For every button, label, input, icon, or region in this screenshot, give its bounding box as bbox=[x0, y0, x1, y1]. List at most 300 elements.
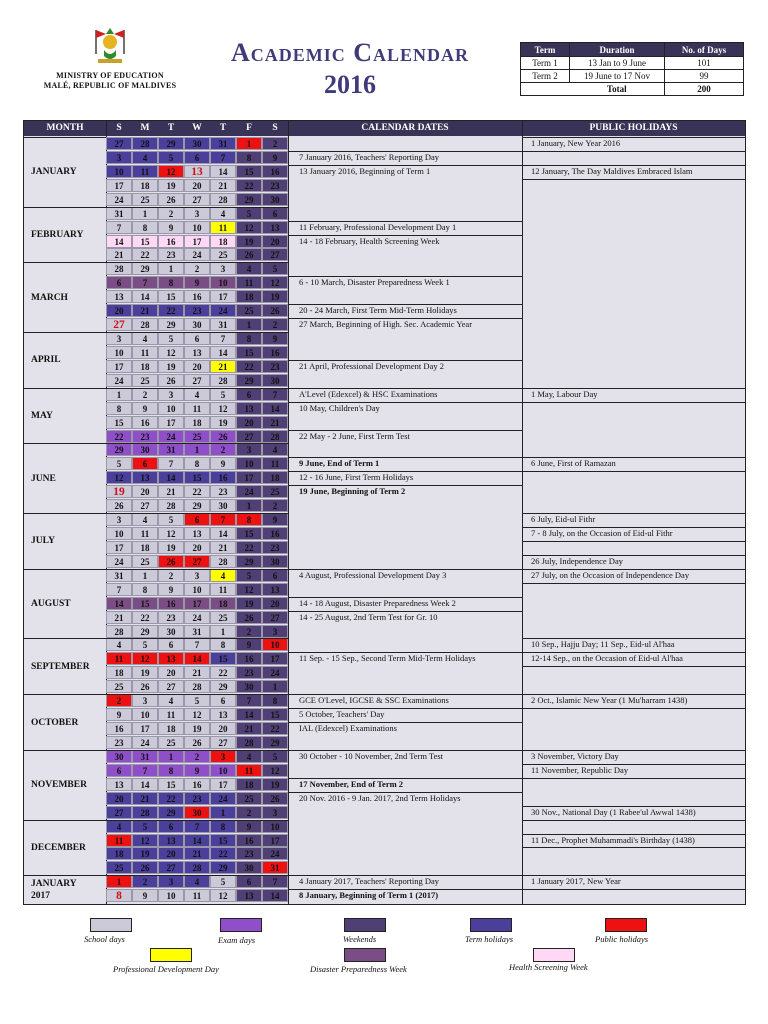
calendar-day-cell: 1 bbox=[106, 875, 132, 888]
legend-health-swatch bbox=[533, 948, 575, 962]
calendar-day-cell: 21 bbox=[210, 360, 236, 373]
calendar-day-cell: 22 bbox=[236, 179, 262, 192]
calendar-day-cell: 7 bbox=[236, 694, 262, 707]
calendar-day-cell: 14 bbox=[132, 778, 158, 791]
title-line-2: 2016 bbox=[324, 70, 376, 99]
calendar-day-cell: 31 bbox=[210, 137, 236, 150]
public-holiday-note bbox=[522, 722, 745, 735]
calendar-day-cell: 17 bbox=[106, 360, 132, 373]
calendar-day-cell: 8 bbox=[158, 764, 184, 777]
calendar-day-cell: 8 bbox=[106, 889, 132, 902]
month-divider bbox=[106, 332, 288, 333]
calendar-day-cell: 20 bbox=[262, 597, 288, 610]
calendar-day-cell: 9 bbox=[236, 820, 262, 833]
month-divider bbox=[106, 513, 288, 514]
public-holiday-note: 6 June, First of Ramazan bbox=[531, 458, 616, 469]
calendar-date-note bbox=[294, 847, 522, 860]
public-holiday-note bbox=[522, 276, 745, 289]
calendar-day-cell: 11 bbox=[158, 708, 184, 721]
calendar-day-cell: 10 bbox=[106, 527, 132, 540]
calendar-day-cell: 20 bbox=[210, 722, 236, 735]
month-label: JANUARY bbox=[24, 137, 106, 207]
calendar-day-cell: 28 bbox=[132, 137, 158, 150]
calendar-day-cell: 13 bbox=[262, 221, 288, 234]
calendar-day-cell: 21 bbox=[132, 792, 158, 805]
calendar-day-cell: 3 bbox=[262, 625, 288, 638]
calendar-day-cell: 1 bbox=[158, 750, 184, 763]
calendar-date-note: 9 June, End of Term 1 bbox=[299, 458, 380, 469]
calendar-day-cell: 16 bbox=[236, 652, 262, 665]
calendar-day-cell: 2 bbox=[132, 875, 158, 888]
calendar-day-cell: 20 bbox=[236, 416, 262, 429]
calendar-date-note bbox=[294, 764, 522, 777]
header-calendar-dates: CALENDAR DATES bbox=[288, 121, 522, 136]
calendar-day-cell: 15 bbox=[236, 346, 262, 359]
calendar-day-cell: 28 bbox=[210, 193, 236, 206]
calendar-date-note bbox=[294, 820, 522, 833]
public-holiday-note: 1 January 2017, New Year bbox=[531, 876, 621, 887]
public-holiday-note bbox=[522, 151, 745, 164]
calendar-day-cell: 14 bbox=[262, 402, 288, 415]
calendar-date-note bbox=[294, 583, 522, 596]
calendar-day-cell: 15 bbox=[184, 471, 210, 484]
calendar-day-cell: 22 bbox=[132, 248, 158, 261]
calendar-day-cell: 28 bbox=[236, 736, 262, 749]
calendar-date-note bbox=[294, 513, 522, 526]
calendar-day-cell: 11 bbox=[184, 402, 210, 415]
calendar-day-cell: 29 bbox=[132, 262, 158, 275]
row-divider bbox=[288, 722, 522, 723]
calendar-day-cell: 3 bbox=[132, 694, 158, 707]
calendar-day-cell: 18 bbox=[106, 847, 132, 860]
calendar-day-cell: 16 bbox=[262, 346, 288, 359]
terms-cell: 101 bbox=[665, 57, 744, 70]
calendar-day-cell: 10 bbox=[262, 820, 288, 833]
row-divider bbox=[522, 513, 745, 514]
calendar-day-cell: 19 bbox=[132, 666, 158, 679]
calendar-day-cell: 24 bbox=[210, 792, 236, 805]
calendar-day-cell: 25 bbox=[236, 304, 262, 317]
row-divider bbox=[522, 694, 745, 695]
calendar-day-cell: 4 bbox=[132, 513, 158, 526]
row-divider bbox=[288, 304, 522, 305]
calendar-day-cell: 19 bbox=[158, 179, 184, 192]
calendar-date-note bbox=[294, 625, 522, 638]
calendar-day-cell: 29 bbox=[236, 374, 262, 387]
row-divider bbox=[522, 457, 745, 458]
row-divider bbox=[288, 611, 522, 612]
ministry-line-1: MINISTRY OF EDUCATION bbox=[56, 71, 164, 80]
calendar-date-note: 21 April, Professional Development Day 2 bbox=[299, 360, 444, 371]
calendar-day-cell: 27 bbox=[106, 806, 132, 819]
calendar-day-cell: 14 bbox=[236, 708, 262, 721]
terms-cell: 13 Jan to 9 June bbox=[570, 57, 665, 70]
calendar-day-cell: 16 bbox=[106, 722, 132, 735]
calendar-day-cell: 23 bbox=[210, 485, 236, 498]
calendar-date-note: 14 - 18 February, Health Screening Week bbox=[299, 235, 440, 246]
calendar-day-cell: 29 bbox=[158, 318, 184, 331]
calendar-date-note: 17 November, End of Term 2 bbox=[299, 778, 404, 789]
calendar-day-cell: 13 bbox=[184, 527, 210, 540]
calendar-day-cell: 15 bbox=[236, 527, 262, 540]
public-holiday-note bbox=[522, 736, 745, 749]
calendar-day-cell: 17 bbox=[262, 834, 288, 847]
calendar-day-cell: 21 bbox=[210, 541, 236, 554]
public-holiday-note bbox=[522, 778, 745, 791]
calendar-day-cell: 26 bbox=[158, 193, 184, 206]
calendar-day-cell: 23 bbox=[106, 736, 132, 749]
legend-public-swatch bbox=[605, 918, 647, 932]
calendar-day-cell: 4 bbox=[106, 638, 132, 651]
calendar-day-cell: 17 bbox=[132, 722, 158, 735]
calendar-date-note: 8 January, Beginning of Term 1 (2017) bbox=[299, 890, 439, 901]
calendar-day-cell: 28 bbox=[132, 806, 158, 819]
calendar-day-cell: 30 bbox=[184, 806, 210, 819]
calendar-day-cell: 12 bbox=[158, 346, 184, 359]
calendar-day-cell: 29 bbox=[158, 806, 184, 819]
calendar-day-cell: 10 bbox=[210, 276, 236, 289]
calendar-date-note: 12 - 16 June, First Term Holidays bbox=[299, 472, 414, 483]
calendar-day-cell: 27 bbox=[158, 861, 184, 874]
calendar-day-cell: 25 bbox=[132, 555, 158, 568]
calendar-day-cell: 7 bbox=[132, 764, 158, 777]
calendar-day-cell: 3 bbox=[262, 806, 288, 819]
calendar-day-cell: 7 bbox=[184, 638, 210, 651]
legend-term-label: Term holidays bbox=[465, 934, 514, 944]
public-holiday-note bbox=[522, 235, 745, 248]
calendar-date-note: 14 - 25 August, 2nd Term Test for Gr. 10 bbox=[299, 611, 438, 622]
calendar-day-cell: 15 bbox=[106, 416, 132, 429]
month-divider bbox=[106, 388, 288, 389]
calendar-day-cell: 20 bbox=[184, 179, 210, 192]
calendar-day-cell: 3 bbox=[158, 875, 184, 888]
calendar-day-cell: 3 bbox=[106, 513, 132, 526]
row-divider bbox=[288, 485, 522, 486]
calendar-day-cell: 15 bbox=[158, 778, 184, 791]
calendar-day-cell: 28 bbox=[132, 318, 158, 331]
calendar-day-cell: 16 bbox=[262, 165, 288, 178]
calendar-day-cell: 4 bbox=[184, 875, 210, 888]
calendar-day-cell: 5 bbox=[132, 820, 158, 833]
calendar-day-cell: 12 bbox=[236, 221, 262, 234]
calendar-day-cell: 18 bbox=[184, 416, 210, 429]
calendar-day-cell: 4 bbox=[132, 151, 158, 164]
calendar-day-cell: 10 bbox=[210, 764, 236, 777]
terms-total-label: Total bbox=[570, 83, 665, 96]
calendar-day-cell: 26 bbox=[236, 248, 262, 261]
calendar-day-cell: 26 bbox=[158, 555, 184, 568]
calendar-day-cell: 21 bbox=[236, 722, 262, 735]
month-label: NOVEMBER bbox=[24, 750, 106, 820]
calendar-day-cell: 8 bbox=[106, 402, 132, 415]
public-holiday-note: 12-14 Sep., on the Occasion of Eid-ul Al'haa bbox=[531, 653, 683, 664]
calendar-date-note: 4 January 2017, Teachers' Reporting Day bbox=[299, 876, 440, 887]
public-holiday-note bbox=[522, 207, 745, 220]
row-divider bbox=[288, 694, 522, 695]
calendar-day-cell: 18 bbox=[262, 471, 288, 484]
calendar-day-cell: 19 bbox=[262, 778, 288, 791]
terms-row bbox=[521, 70, 744, 83]
public-holiday-note bbox=[522, 680, 745, 693]
terms-cell: Term 1 bbox=[521, 57, 570, 70]
header-day-mon: M bbox=[132, 121, 158, 136]
calendar-day-cell: 18 bbox=[236, 290, 262, 303]
calendar-day-cell: 16 bbox=[236, 834, 262, 847]
month-divider bbox=[106, 694, 288, 695]
calendar-day-cell: 7 bbox=[262, 388, 288, 401]
calendar-day-cell: 11 bbox=[236, 276, 262, 289]
calendar-day-cell: 22 bbox=[184, 485, 210, 498]
terms-cell: 19 June to 17 Nov bbox=[570, 70, 665, 83]
calendar-day-cell: 23 bbox=[132, 430, 158, 443]
divider bbox=[288, 121, 289, 904]
row-divider bbox=[522, 834, 745, 835]
calendar-day-cell: 4 bbox=[132, 332, 158, 345]
legend-disaster-label: Disaster Preparedness Week bbox=[310, 964, 407, 974]
row-divider bbox=[288, 471, 522, 472]
calendar-day-cell: 25 bbox=[132, 374, 158, 387]
calendar-day-cell: 7 bbox=[132, 276, 158, 289]
calendar-day-cell: 10 bbox=[158, 889, 184, 902]
row-divider bbox=[522, 555, 745, 556]
month-label: APRIL bbox=[24, 332, 106, 388]
calendar-day-cell: 18 bbox=[132, 541, 158, 554]
public-holiday-note: 27 July, on the Occasion of Independence Day bbox=[531, 569, 690, 580]
calendar-day-cell: 1 bbox=[236, 318, 262, 331]
calendar-day-cell: 11 bbox=[236, 764, 262, 777]
calendar-date-note bbox=[294, 262, 522, 275]
calendar-day-cell: 30 bbox=[262, 374, 288, 387]
calendar-day-cell: 21 bbox=[106, 248, 132, 261]
calendar-day-cell: 31 bbox=[262, 861, 288, 874]
calendar-date-note: 7 January 2016, Teachers' Reporting Day bbox=[299, 151, 440, 162]
calendar-date-note: 20 Nov. 2016 - 9 Jan. 2017, 2nd Term Holidays bbox=[299, 792, 461, 803]
calendar-day-cell: 17 bbox=[210, 778, 236, 791]
calendar-day-cell: 13 bbox=[184, 346, 210, 359]
calendar-date-note bbox=[294, 541, 522, 554]
calendar-day-cell: 29 bbox=[262, 736, 288, 749]
calendar-day-cell: 7 bbox=[262, 875, 288, 888]
month-label: MARCH bbox=[24, 262, 106, 332]
calendar-day-cell: 6 bbox=[158, 820, 184, 833]
calendar-day-cell: 19 bbox=[236, 235, 262, 248]
month-label: FEBRUARY bbox=[24, 207, 106, 263]
public-holiday-note bbox=[522, 179, 745, 192]
row-divider bbox=[288, 652, 522, 653]
calendar-day-cell: 29 bbox=[236, 193, 262, 206]
calendar-day-cell: 8 bbox=[132, 583, 158, 596]
calendar-day-cell: 18 bbox=[132, 179, 158, 192]
calendar-day-cell: 22 bbox=[236, 541, 262, 554]
calendar-day-cell: 26 bbox=[184, 736, 210, 749]
calendar-day-cell: 30 bbox=[262, 193, 288, 206]
public-holiday-note bbox=[522, 221, 745, 234]
row-divider bbox=[288, 430, 522, 431]
legend-exam-label: Exam days bbox=[218, 935, 256, 945]
public-holiday-note bbox=[522, 346, 745, 359]
row-divider bbox=[288, 151, 522, 152]
calendar-day-cell: 28 bbox=[158, 499, 184, 512]
calendar-day-cell: 29 bbox=[184, 499, 210, 512]
calendar-day-cell: 4 bbox=[236, 750, 262, 763]
calendar-day-cell: 4 bbox=[210, 569, 236, 582]
calendar-day-cell: 16 bbox=[184, 778, 210, 791]
terms-header-term: Term bbox=[521, 43, 570, 57]
calendar-day-cell: 5 bbox=[158, 332, 184, 345]
calendar-day-cell: 10 bbox=[184, 221, 210, 234]
calendar-day-cell: 28 bbox=[106, 262, 132, 275]
ministry-line-2: MALÉ, REPUBLIC OF MALDIVES bbox=[43, 81, 177, 90]
calendar-day-cell: 23 bbox=[262, 360, 288, 373]
header-day-tue: T bbox=[158, 121, 184, 136]
row-divider bbox=[288, 388, 522, 389]
month-label: JANUARY 2017 bbox=[24, 875, 106, 903]
public-holiday-note: 1 January, New Year 2016 bbox=[531, 138, 621, 148]
calendar-day-cell: 18 bbox=[106, 666, 132, 679]
calendar-day-cell: 3 bbox=[210, 750, 236, 763]
calendar-day-cell: 5 bbox=[262, 262, 288, 275]
calendar-day-cell: 6 bbox=[262, 207, 288, 220]
calendar-day-cell: 27 bbox=[236, 430, 262, 443]
calendar-day-cell: 15 bbox=[132, 597, 158, 610]
public-holiday-note bbox=[522, 374, 745, 387]
calendar-day-cell: 3 bbox=[210, 262, 236, 275]
row-divider bbox=[522, 652, 745, 653]
calendar-day-cell: 26 bbox=[262, 792, 288, 805]
terms-table bbox=[520, 42, 744, 96]
calendar-day-cell: 20 bbox=[106, 304, 132, 317]
calendar-day-cell: 7 bbox=[184, 820, 210, 833]
calendar-day-cell: 2 bbox=[184, 262, 210, 275]
calendar-day-cell: 1 bbox=[106, 388, 132, 401]
calendar-day-cell: 12 bbox=[158, 165, 184, 178]
calendar-day-cell: 31 bbox=[106, 207, 132, 220]
calendar-date-note bbox=[294, 248, 522, 261]
calendar-date-note bbox=[294, 346, 522, 359]
calendar-day-cell: 31 bbox=[184, 625, 210, 638]
row-divider bbox=[522, 764, 745, 765]
legend-exam-swatch bbox=[220, 918, 262, 932]
month-divider bbox=[106, 750, 288, 751]
public-holiday-note: 7 - 8 July, on the Occasion of Eid-ul Fithr bbox=[531, 528, 673, 539]
calendar-day-cell: 5 bbox=[236, 207, 262, 220]
calendar-day-cell: 6 bbox=[184, 151, 210, 164]
calendar-day-cell: 4 bbox=[158, 694, 184, 707]
calendar-day-cell: 1 bbox=[158, 262, 184, 275]
calendar-day-cell: 5 bbox=[106, 457, 132, 470]
calendar-day-cell: 12 bbox=[210, 889, 236, 902]
legend-health-label: Health Screening Week bbox=[509, 962, 588, 972]
calendar-day-cell: 18 bbox=[132, 360, 158, 373]
calendar-day-cell: 28 bbox=[262, 430, 288, 443]
calendar-day-cell: 14 bbox=[210, 346, 236, 359]
month-divider bbox=[106, 820, 288, 821]
month-divider bbox=[106, 262, 288, 263]
calendar-day-cell: 24 bbox=[262, 666, 288, 679]
calendar-day-cell: 27 bbox=[184, 555, 210, 568]
calendar-date-note: 27 March, Beginning of High. Sec. Academic Year bbox=[299, 319, 473, 330]
public-holiday-note: 2 Oct., Islamic New Year (1 Mu'harram 1438) bbox=[531, 695, 688, 706]
header-day-thu: T bbox=[210, 121, 236, 136]
public-holiday-note bbox=[522, 861, 745, 874]
calendar-day-cell: 2 bbox=[106, 694, 132, 707]
header-day-fri: F bbox=[236, 121, 262, 136]
calendar-day-cell: 17 bbox=[184, 235, 210, 248]
calendar-day-cell: 9 bbox=[184, 276, 210, 289]
public-holiday-note: 1 May, Labour Day bbox=[531, 388, 598, 399]
row-divider bbox=[288, 402, 522, 403]
calendar-day-cell: 6 bbox=[184, 513, 210, 526]
calendar-day-cell: 1 bbox=[210, 625, 236, 638]
calendar-day-cell: 9 bbox=[132, 402, 158, 415]
calendar-day-cell: 13 bbox=[236, 402, 262, 415]
calendar-date-note: 14 - 18 August, Disaster Preparedness Week 2 bbox=[299, 597, 456, 608]
calendar-day-cell: 1 bbox=[132, 207, 158, 220]
calendar-grid bbox=[23, 120, 746, 905]
calendar-day-cell: 25 bbox=[210, 611, 236, 624]
calendar-day-cell: 14 bbox=[106, 235, 132, 248]
calendar-day-cell: 13 bbox=[158, 834, 184, 847]
calendar-day-cell: 21 bbox=[262, 416, 288, 429]
calendar-date-note bbox=[294, 193, 522, 206]
calendar-day-cell: 20 bbox=[106, 792, 132, 805]
calendar-day-cell: 22 bbox=[158, 792, 184, 805]
calendar-day-cell: 22 bbox=[210, 666, 236, 679]
legend-school-label: School days bbox=[84, 934, 125, 944]
calendar-day-cell: 24 bbox=[184, 611, 210, 624]
row-divider bbox=[522, 388, 745, 389]
calendar-day-cell: 25 bbox=[262, 485, 288, 498]
month-divider bbox=[106, 443, 288, 444]
calendar-date-note: 30 October - 10 November, 2nd Term Test bbox=[299, 750, 444, 761]
row-divider bbox=[288, 165, 522, 166]
calendar-day-cell: 22 bbox=[158, 304, 184, 317]
calendar-day-cell: 17 bbox=[210, 290, 236, 303]
row-divider bbox=[522, 527, 745, 528]
row-divider bbox=[288, 708, 522, 709]
calendar-day-cell: 15 bbox=[158, 290, 184, 303]
calendar-day-cell: 17 bbox=[106, 541, 132, 554]
calendar-day-cell: 4 bbox=[210, 207, 236, 220]
calendar-day-cell: 25 bbox=[106, 680, 132, 693]
calendar-day-cell: 13 bbox=[262, 583, 288, 596]
calendar-day-cell: 20 bbox=[184, 360, 210, 373]
calendar-day-cell: 20 bbox=[184, 541, 210, 554]
calendar-day-cell: 4 bbox=[262, 443, 288, 456]
calendar-day-cell: 17 bbox=[158, 416, 184, 429]
calendar-day-cell: 27 bbox=[262, 611, 288, 624]
calendar-day-cell: 23 bbox=[184, 792, 210, 805]
calendar-day-cell: 10 bbox=[236, 457, 262, 470]
calendar-day-cell: 26 bbox=[262, 304, 288, 317]
calendar-day-cell: 13 bbox=[132, 471, 158, 484]
calendar-day-cell: 24 bbox=[106, 374, 132, 387]
calendar-day-cell: 12 bbox=[106, 471, 132, 484]
calendar-day-cell: 9 bbox=[158, 583, 184, 596]
calendar-day-cell: 2 bbox=[262, 318, 288, 331]
calendar-day-cell: 10 bbox=[132, 708, 158, 721]
calendar-day-cell: 14 bbox=[262, 889, 288, 902]
legend-school-swatch bbox=[90, 918, 132, 932]
month-label: DECEMBER bbox=[24, 820, 106, 876]
calendar-date-note bbox=[294, 207, 522, 220]
calendar-day-cell: 18 bbox=[236, 778, 262, 791]
calendar-day-cell: 11 bbox=[262, 457, 288, 470]
calendar-day-cell: 12 bbox=[210, 402, 236, 415]
row-divider bbox=[288, 569, 522, 570]
month-label: SEPTEMBER bbox=[24, 638, 106, 694]
calendar-day-cell: 12 bbox=[236, 583, 262, 596]
